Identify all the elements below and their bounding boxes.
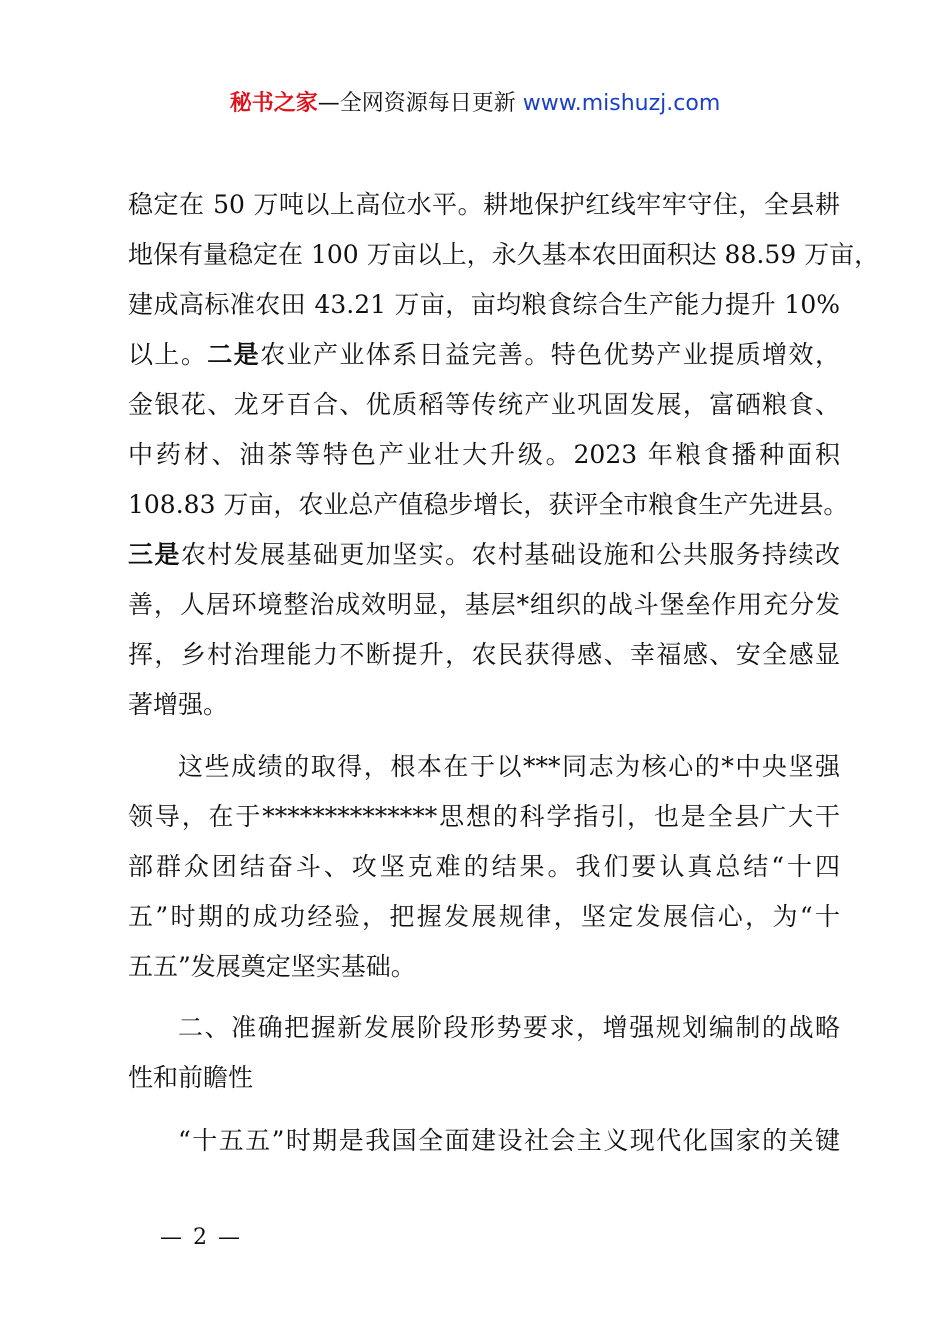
- page-number: — 2 —: [160, 1225, 242, 1250]
- bold-label-three: 三是: [128, 540, 181, 569]
- text-line: 五”时期的成功经验，把握发展规律，坚定发展信心，为“十: [128, 902, 840, 931]
- text-segment: 以上。: [128, 340, 208, 369]
- text-line: 这些成绩的取得，根本在于以***同志为核心的*中央坚强: [178, 752, 840, 781]
- text-line: [128, 530, 840, 580]
- text-line: 善，人居环境整治成效明显，基层*组织的战斗堡垒作用充分发: [128, 590, 840, 619]
- bold-label-two: 二是: [207, 340, 261, 369]
- text-line: 地保有量稳定在 100 万亩以上，永久基本农田面积达 88.59 万亩，: [128, 240, 880, 269]
- text-line: “十五五”时期是我国全面建设社会主义现代化国家的关键: [178, 1126, 840, 1155]
- heading-line: 二、准确把握新发展阶段形势要求，增强规划编制的战略: [178, 1013, 840, 1042]
- text-line: 稳定在 50 万吨以上高位水平。耕地保护红线牢牢守住，全县耕: [128, 190, 840, 219]
- heading-line: 性和前瞻性: [128, 1063, 254, 1092]
- text-line: [128, 330, 840, 380]
- text-line: 108.83 万亩，农业总产值稳步增长，获评全市粮食生产先进县。: [128, 490, 849, 519]
- text-line: 著增强。: [128, 690, 229, 719]
- text-line: 领导，在于**************思想的科学指引，也是全县广大干: [128, 802, 840, 831]
- text-line: 建成高标准农田 43.21 万亩，亩均粮食综合生产能力提升 10%: [128, 290, 840, 319]
- text-line: 部群众团结奋斗、攻坚克难的结果。我们要认真总结“十四: [128, 852, 840, 881]
- text-segment: 农村发展基础更加坚实。农村基础设施和公共服务持续改: [180, 540, 840, 569]
- header-url-link[interactable]: www.mishuzj.com: [522, 91, 721, 116]
- paragraph-outlook: [128, 1116, 840, 1166]
- paragraph-summary: [128, 742, 840, 992]
- text-line: 中药材、油茶等特色产业壮大升级。2023 年粮食播种面积: [128, 440, 840, 469]
- site-header: [0, 88, 950, 120]
- paragraph-achievements: [128, 180, 880, 730]
- text-segment: 农业产业体系日益完善。特色优势产业提质增效，: [260, 340, 840, 369]
- header-tagline: —全网资源每日更新: [317, 91, 516, 116]
- text-line: 挥，乡村治理能力不断提升，农民获得感、幸福感、安全感显: [128, 640, 840, 669]
- brand-name: 秘书之家: [229, 91, 318, 116]
- text-line: 金银花、龙牙百合、优质稻等传统产业巩固发展，富硒粮食、: [128, 390, 840, 419]
- section-heading-two: [128, 1003, 840, 1103]
- text-line: 五五”发展奠定坚实基础。: [128, 952, 416, 981]
